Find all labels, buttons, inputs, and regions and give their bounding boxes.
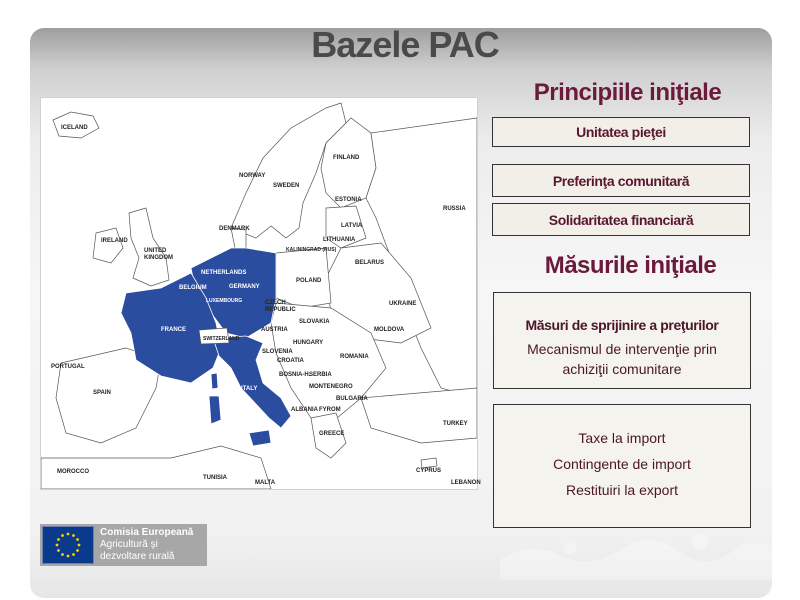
price-support-box (493, 292, 751, 389)
map-label: LEBANON (451, 480, 481, 486)
principle-item: Preferinţa comunitară (492, 164, 750, 197)
trade-measures-box (493, 404, 751, 528)
map-label: BULGARIA (336, 396, 368, 402)
map-label: UKRAINE (389, 301, 417, 307)
logo-text (100, 527, 193, 563)
map-label: ROMANIA (340, 354, 369, 360)
map-label: LITHUANIA (323, 237, 356, 243)
eu-star-icon (78, 544, 81, 547)
map-label: ALBANIA (291, 407, 318, 413)
map-label: NORWAY (239, 173, 266, 179)
map-label: HUNGARY (293, 340, 324, 346)
map-label: CROATIA (277, 358, 304, 364)
map-label: FYROM (319, 407, 341, 413)
logo-line-2: Agricultură şi (100, 539, 158, 550)
map-label: TURKEY (443, 421, 468, 427)
map-label: RUSSIA (443, 206, 466, 212)
europe-map (40, 97, 481, 490)
map-label: ICELAND (61, 125, 88, 131)
map-label: LUXEMBOURG (206, 298, 243, 304)
map-label: GERMANY (229, 284, 260, 290)
eu-star-icon (61, 553, 64, 556)
intervention-mechanism-text (494, 339, 750, 379)
eu-star-icon (72, 534, 75, 537)
principle-item: Unitatea pieţei (492, 117, 750, 147)
map-label: AUSTRIA (261, 327, 288, 333)
eu-star-icon (61, 534, 64, 537)
map-label: MOLDOVA (374, 327, 405, 333)
map-label: PORTUGAL (51, 364, 85, 370)
price-support-title: Măsuri de sprijinire a preţurilor (525, 317, 719, 333)
trade-measure-item: Restituiri la export (565, 482, 679, 498)
slide-title: Bazele PAC (311, 24, 499, 65)
logo-line-1: Comisia Europeană (100, 527, 194, 538)
map-label: NETHERLANDS (201, 270, 247, 276)
principles-heading: Principiile iniţiale (533, 79, 722, 106)
map-label: BELARUS (355, 260, 385, 266)
map-label: SERBIA (309, 372, 332, 378)
measures-heading: Măsurile iniţiale (544, 252, 717, 279)
eu-flag-icon (42, 526, 94, 564)
logo-line-3: dezvoltare rurală (100, 551, 175, 562)
principle-item: Solidaritatea financiară (492, 203, 750, 236)
map-label: FINLAND (333, 155, 360, 161)
trade-measure-item: Taxe la import (578, 430, 666, 446)
map-label: CZECH REPUBLIC (265, 300, 296, 313)
map-label: DENMARK (219, 226, 250, 232)
map-label: MONTENEGRO (309, 384, 353, 390)
map-label: CYPRUS (416, 468, 442, 474)
map-label: FRANCE (161, 327, 186, 333)
map-label: UNITED KINGDOM (144, 248, 173, 261)
map-label: MALTA (255, 480, 276, 486)
map-label: BOSNIA-H. (279, 372, 311, 378)
map-label: KALININGRAD (RUS) (286, 247, 337, 253)
intervention-line-2: achiziţii comunitare (562, 361, 682, 377)
map-label: SWEDEN (273, 183, 300, 189)
eu-star-icon (67, 533, 70, 536)
eu-star-icon (56, 544, 59, 547)
eu-star-icon (76, 538, 79, 541)
map-label: ITALY (241, 386, 258, 392)
map-label: BELGIUM (179, 285, 207, 291)
map-label: LATVIA (341, 223, 363, 229)
intervention-line-1: Mecanismul de intervenţie prin (527, 341, 717, 357)
map-label: IRELAND (101, 238, 128, 244)
map-label: SWITZERLAND (203, 336, 240, 342)
map-label: POLAND (296, 278, 322, 284)
eu-star-icon (72, 553, 75, 556)
eu-star-icon (76, 549, 79, 552)
map-label: MOROCCO (57, 469, 89, 475)
eu-star-icon (67, 555, 70, 558)
european-commission-logo (40, 524, 207, 566)
map-label: SLOVAKIA (299, 319, 330, 325)
trade-measure-item: Contingente de import (553, 456, 691, 472)
map-label: GREECE (319, 431, 345, 437)
europe-map-drawing (41, 98, 477, 489)
eu-star-icon (57, 538, 60, 541)
map-label: TUNISIA (203, 475, 227, 481)
map-label: SPAIN (93, 390, 111, 396)
map-label: SLOVENIA (262, 349, 293, 355)
eu-star-icon (57, 549, 60, 552)
map-label: ESTONIA (335, 197, 362, 203)
